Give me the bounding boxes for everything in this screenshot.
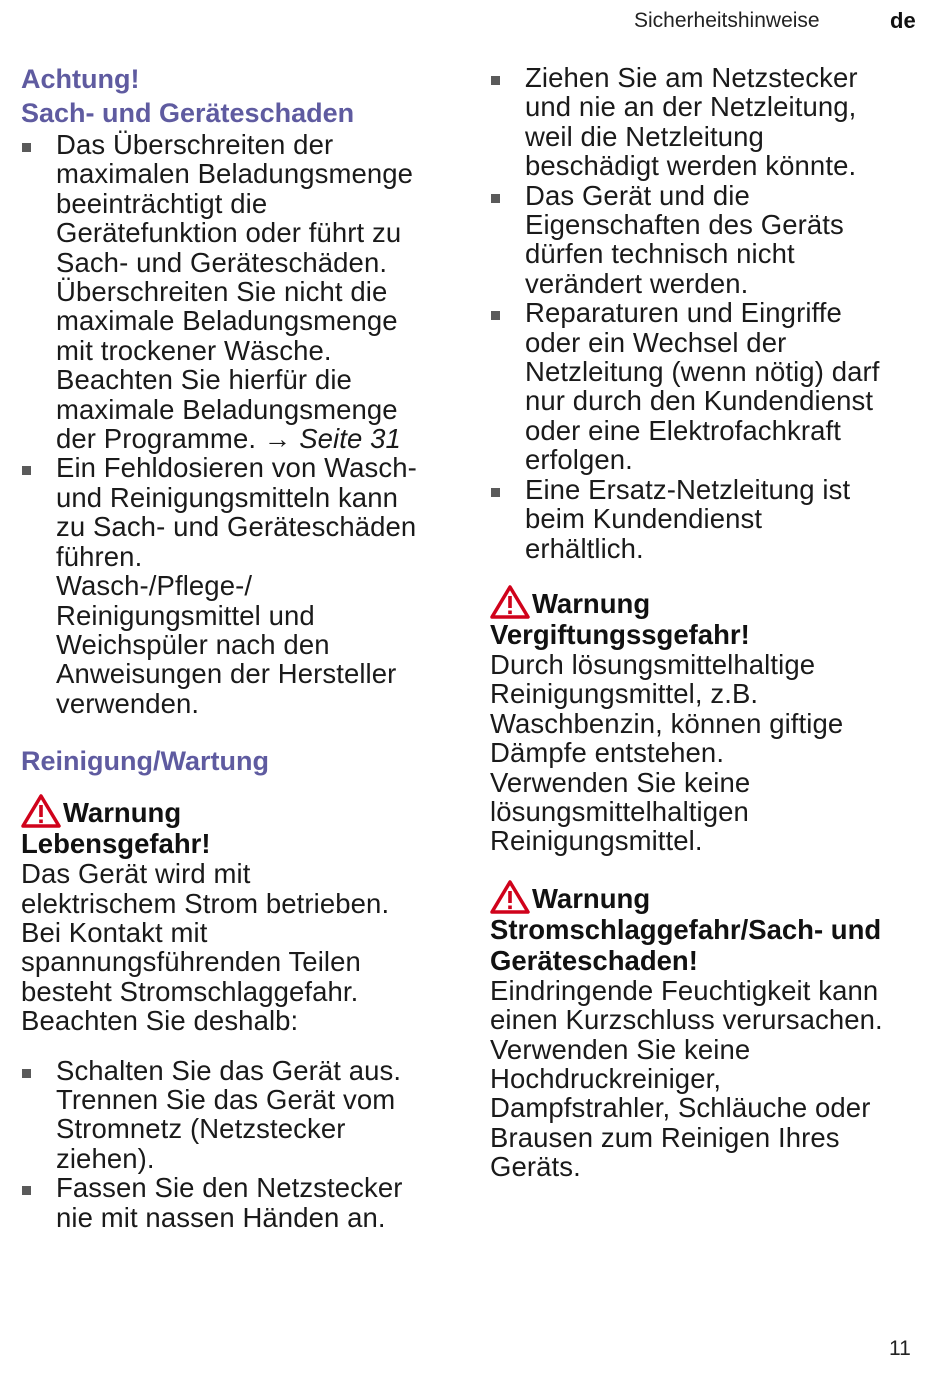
text-line: maximale Beladungsmenge: [56, 305, 398, 337]
text-fragment: der Programme.: [56, 423, 257, 455]
square-bullet-icon: [491, 194, 500, 203]
right-column: [490, 60, 930, 1182]
square-bullet-icon: [22, 143, 31, 152]
language-code: de: [890, 8, 916, 33]
list-item: [21, 1173, 461, 1232]
text-line: dürfen technisch nicht: [525, 238, 795, 270]
text-line: Das Gerät wird mit: [21, 858, 251, 890]
text-line: und nie an der Netzleitung,: [525, 91, 857, 123]
arrow-right-icon: →: [263, 423, 292, 455]
square-bullet-icon: [22, 1186, 31, 1195]
warning-label: [21, 794, 461, 828]
square-bullet-icon: [22, 466, 31, 475]
text-line: Reinigungsmittel.: [490, 825, 703, 857]
warning-triangle-icon: [490, 880, 530, 914]
caution-title: Achtung!: [21, 64, 140, 94]
text-line: weil die Netzleitung: [525, 120, 764, 152]
page-number: 11: [889, 1337, 911, 1360]
caution-heading: [21, 62, 461, 130]
warning-title: Geräteschaden!: [490, 944, 698, 976]
text-line: erhältlich.: [525, 532, 644, 564]
warning-label-text: Warnung: [63, 797, 182, 829]
text-line: beschädigt werden könnte.: [525, 150, 857, 182]
square-bullet-icon: [22, 1069, 31, 1078]
text-line: Gerätefunktion oder führt zu: [56, 217, 402, 249]
section-title: Reinigung/Wartung: [21, 746, 269, 777]
text-line: [56, 424, 461, 453]
square-bullet-icon: [491, 311, 500, 320]
text-line: spannungsführenden Teilen: [21, 946, 361, 978]
text-line: Dämpfe entstehen.: [490, 737, 725, 769]
warning-title: Lebensgefahr!: [21, 828, 211, 860]
list-item: [21, 1056, 461, 1174]
warning-block-vergiftung: [490, 585, 930, 856]
text-line: Verwenden Sie keine: [490, 1033, 751, 1065]
warning-triangle-icon: [490, 585, 530, 619]
text-line: Ziehen Sie am Netzstecker: [525, 62, 858, 93]
warning-title: Vergiftungssgefahr!: [490, 618, 750, 650]
text-line: Beachten Sie hierfür die: [56, 364, 352, 396]
text-line: maximalen Beladungsmenge: [56, 158, 414, 190]
text-line: oder ein Wechsel der: [525, 326, 787, 358]
caution-subtitle: Sach- und Geräteschaden: [21, 98, 355, 128]
list-item: [490, 63, 930, 181]
text-line: lösungsmittelhaltigen: [490, 795, 749, 827]
text-line: nur durch den Kundendienst: [525, 385, 874, 417]
warning-label-text: Warnung: [532, 882, 651, 914]
text-line: Verwenden Sie keine: [490, 766, 751, 798]
warning-list: [21, 1056, 461, 1232]
text-line: Stromnetz (Netzstecker: [56, 1113, 346, 1145]
text-line: und Reinigungsmitteln kann: [56, 481, 398, 513]
warning-body: [490, 976, 930, 1182]
text-line: Trennen Sie das Gerät vom: [56, 1083, 396, 1115]
list-item: [490, 475, 930, 563]
text-line: besteht Stromschlaggefahr.: [21, 975, 359, 1007]
text-line: erfolgen.: [525, 444, 633, 476]
text-line: Anweisungen der Hersteller: [56, 658, 397, 690]
text-line: mit trockener Wäsche.: [56, 334, 332, 366]
text-line: Waschbenzin, können giftige: [490, 707, 844, 739]
text-line: elektrischem Strom betrieben.: [21, 887, 390, 919]
caution-list: [21, 130, 461, 718]
warning-triangle-icon: [21, 794, 61, 828]
text-line: beeinträchtigt die: [56, 187, 268, 219]
text-line: Überschreiten Sie nicht die: [56, 276, 388, 308]
list-item: [490, 298, 930, 474]
text-line: oder eine Elektrofachkraft: [525, 414, 841, 446]
warning-body: [490, 650, 930, 856]
text-line: maximale Beladungsmenge: [56, 393, 398, 425]
text-line: Fassen Sie den Netzstecker: [56, 1172, 403, 1204]
text-line: beim Kundendienst: [525, 503, 763, 535]
text-line: Geräts.: [490, 1151, 581, 1183]
text-line: Reinigungsmittel, z.B.: [490, 678, 759, 710]
text-line: zu Sach- und Geräteschäden: [56, 511, 417, 543]
warning-label-text: Warnung: [532, 587, 651, 619]
text-line: Ein Fehldosieren von Wasch-: [56, 452, 417, 484]
text-line: Weichspüler nach den: [56, 628, 330, 660]
text-line: Reinigungsmittel und: [56, 599, 315, 631]
warning-title: Stromschlaggefahr/Sach- und: [490, 913, 882, 945]
text-line: führen.: [56, 540, 143, 572]
text-line: Dampfstrahler, Schläuche oder: [490, 1092, 871, 1124]
text-line: nie mit nassen Händen an.: [56, 1201, 386, 1233]
text-line: Wasch-/Pflege-/: [56, 570, 253, 602]
list-item: [21, 453, 461, 718]
warning-body: [21, 859, 461, 1035]
text-line: Das Gerät und die: [525, 179, 750, 211]
text-line: Durch lösungsmittelhaltige: [490, 648, 816, 680]
text-line: einen Kurzschluss verursachen.: [490, 1004, 883, 1036]
page-reference-link[interactable]: Seite 31: [299, 423, 401, 455]
text-line: verändert werden.: [525, 267, 749, 299]
text-line: ziehen).: [56, 1142, 155, 1174]
list-item: [490, 181, 930, 299]
square-bullet-icon: [491, 76, 500, 85]
list-item: [21, 130, 461, 453]
warning-block-lebensgefahr: [21, 794, 461, 1232]
text-line: Hochdruckreiniger,: [490, 1062, 722, 1094]
warning-block-stromschlag: [490, 880, 930, 1182]
text-line: Reparaturen und Eingriffe: [525, 297, 842, 329]
warning-label: [490, 585, 930, 619]
text-line: Netzleitung (wenn nötig) darf: [525, 356, 880, 388]
text-line: Bei Kontakt mit: [21, 916, 208, 948]
text-line: verwenden.: [56, 687, 200, 719]
text-line: Brausen zum Reinigen Ihres: [490, 1121, 840, 1153]
text-line: Eindringende Feuchtigkeit kann: [490, 974, 879, 1006]
running-header-section: Sicherheitshinweise: [634, 9, 820, 32]
square-bullet-icon: [491, 488, 500, 497]
text-line: Schalten Sie das Gerät aus.: [56, 1054, 402, 1086]
power-cable-list: [490, 63, 930, 563]
warning-label: [490, 880, 930, 914]
text-line: Beachten Sie deshalb:: [21, 1005, 299, 1037]
text-line: Eine Ersatz-Netzleitung ist: [525, 473, 851, 505]
text-line: Eigenschaften des Geräts: [525, 209, 844, 241]
text-line: Sach- und Geräteschäden.: [56, 246, 388, 278]
left-column: [21, 60, 461, 1232]
text-line: Das Überschreiten der: [56, 129, 334, 160]
